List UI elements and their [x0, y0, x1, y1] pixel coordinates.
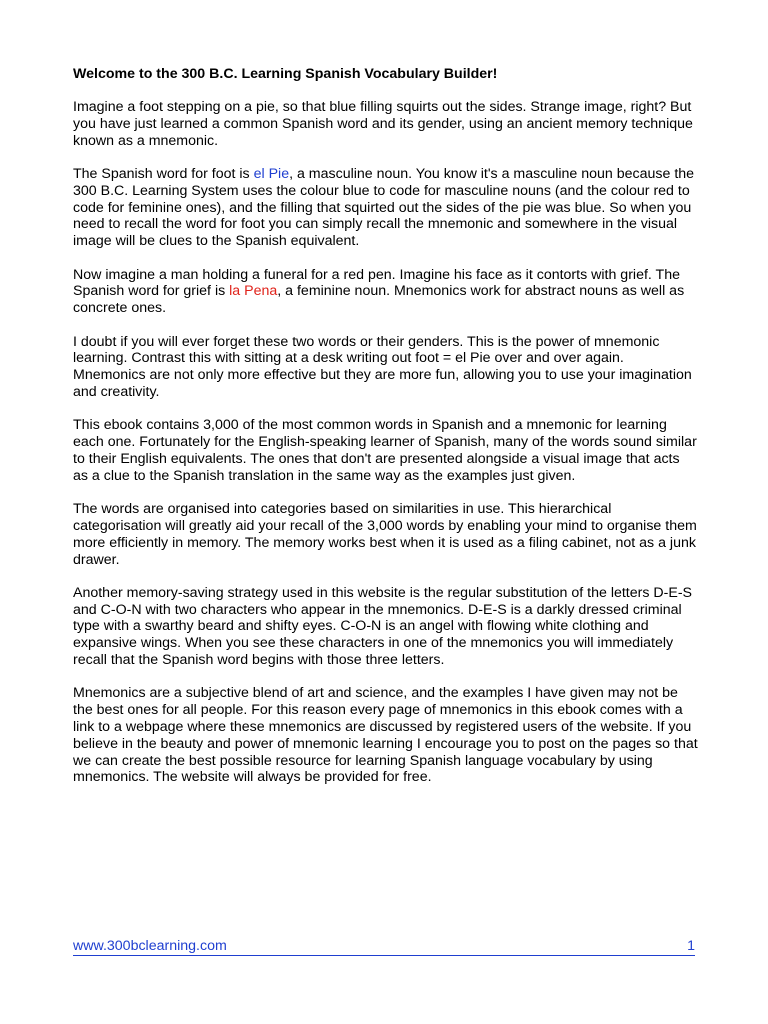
- paragraph-2-text-b: , a masculine noun. You know it's a masculine noun because the 300 B.C. Learning System uses the colour blue to code for masculine nouns (and the colour red to code for feminine ones), and the filling that squirted out the sides of the pie was blue. So when you need to recall the word for foot you can simply recall the mnemonic and somewhere in the visual image will be clues to the Spanish equivalent.: [73, 165, 695, 250]
- paragraph-3-text-b: , a feminine noun. Mnemonics work for abstract nouns as well as concrete ones.: [73, 283, 685, 317]
- feminine-word-la-pena: la Pena: [229, 283, 278, 300]
- paragraph-8: Mnemonics are a subjective blend of art and science, and the examples I have given may not be the best ones for all people. For this reason every page of mnemonics in this ebook comes with a link to a webpage where these mnemonics are discussed by registered users of the website. If you believe in the beauty and power of mnemonic learning I encourage you to post on the pages so that we can create the best possible resource for learning Spanish language vocabulary by using mnemonics. The website will always be provided for free.: [73, 685, 698, 786]
- paragraph-4: I doubt if you will ever forget these two words or their genders. This is the power of mnemonic learning. Contrast this with sitting at a desk writing out foot = el Pie over and over again. Mnemonics are not only more effective but they are more fun, allowing you to use your imagination and creativity.: [73, 333, 692, 400]
- paragraph-5: This ebook contains 3,000 of the most common words in Spanish and a mnemonic for learning each one. Fortunately for the English-speaking learner of Spanish, many of the words sound similar to their English equivalents. The ones that don't are presented alongside a visual image that acts as a clue to the Spanish translation in the same way as the examples just given.: [73, 417, 697, 484]
- document-page: [73, 66, 698, 803]
- paragraph-2-text-a: The Spanish word for foot is: [73, 165, 254, 182]
- paragraph-6: The words are organised into categories based on similarities in use. This hierarchical categorisation will greatly aid your recall of the 3,000 words by enabling your mind to organise them more efficiently in memory. The memory works best when it is used as a filing cabinet, not as a junk drawer.: [73, 501, 697, 568]
- paragraph-3: [73, 267, 698, 317]
- masculine-word-el-pie: el Pie: [253, 165, 290, 182]
- paragraph-2: [73, 166, 698, 250]
- document-title: Welcome to the 300 B.C. Learning Spanish Vocabulary Builder!: [73, 66, 498, 82]
- paragraph-3-text-a: Now imagine a man holding a funeral for a red pen. Imagine his face as it contorts with grief. The Spanish word for grief is: [73, 266, 680, 300]
- paragraph-7: Another memory-saving strategy used in this website is the regular substitution of the letters D-E-S and C-O-N with two characters who appear in the mnemonics. D-E-S is a darkly dressed criminal type with a swarthy beard and shifty eyes. C-O-N is an angel with flowing white clothing and expansive wings. When you see these characters in one of the mnemonics you will immediately recall that the Spanish word begins with those three letters.: [73, 584, 693, 669]
- page-footer: [73, 937, 695, 956]
- website-link[interactable]: www.300bclearning.com: [73, 938, 227, 954]
- paragraph-1: Imagine a foot stepping on a pie, so that blue filling squirts out the sides. Strange image, right? But you have just learned a common Spanish word and its gender, using an ancient memory technique known as a mnemonic.: [73, 99, 693, 149]
- page-number: 1: [687, 938, 695, 954]
